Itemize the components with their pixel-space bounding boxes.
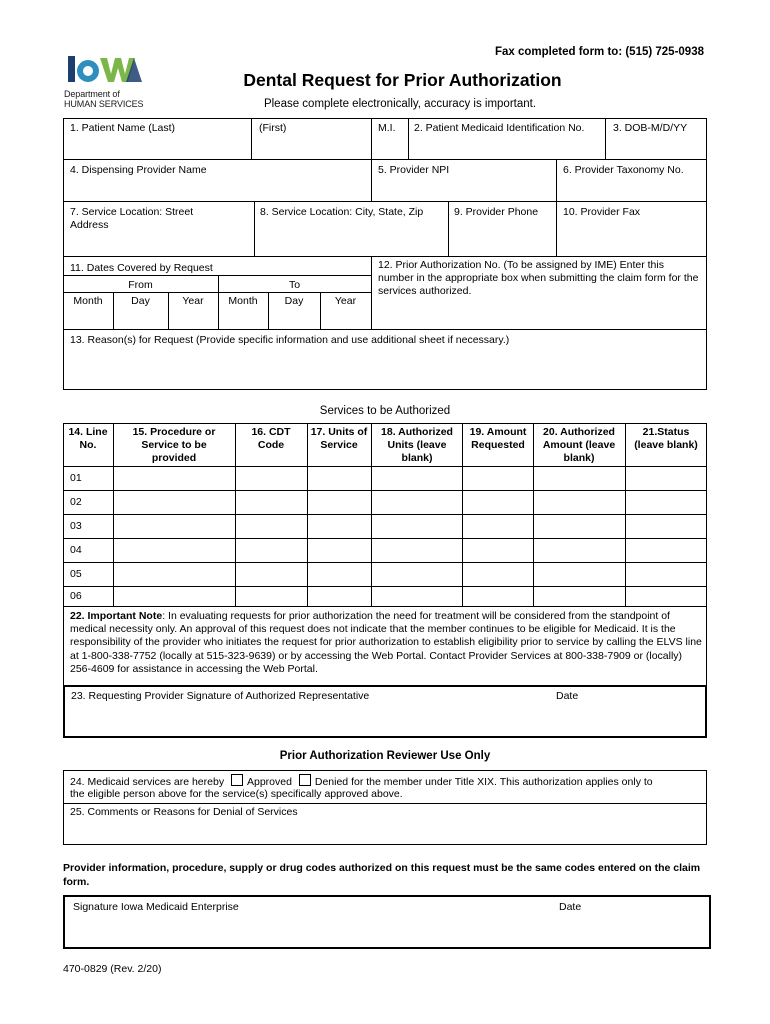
denied-checkbox[interactable] xyxy=(299,774,311,786)
to-month-label: Month xyxy=(228,295,258,307)
from-label: From xyxy=(128,279,153,291)
important-note-label: 22. Important Note xyxy=(70,610,163,622)
from-year-label: Year xyxy=(182,295,204,307)
from-day-label: Day xyxy=(131,295,150,307)
important-note-text: : In evaluating requests for prior authorization the need for treatment will be considered from the standpoint of medical necessity only. An approval of this request does not indicate that the member continues to be eligible for Medicaid. It is the responsibility of the provider who initiates the request for prior authorization to establish eligibility prior to service by calling the ELVS line at 1-800-338-7752 (locally at 515-323-9639) or by accessing the Web Portal. Contact Provider Services at 800-338-7909 or (locally) 256-4609 for assistance in accessing the Web Portal. xyxy=(70,610,702,675)
logo-line1: Department of xyxy=(64,89,120,99)
col-cdt-code: 16. CDT Code xyxy=(251,426,291,451)
services-heading: Services to be Authorized xyxy=(319,405,451,417)
fax-instruction: Fax completed form to: (515) 725-0938 xyxy=(495,46,704,58)
approved-checkbox[interactable] xyxy=(231,774,243,786)
to-year-label: Year xyxy=(334,295,357,307)
service-location-street-label-2: Address xyxy=(70,219,109,231)
provider-phone-label: 9. Provider Phone xyxy=(454,206,539,218)
provider-npi-label: 5. Provider NPI xyxy=(378,164,450,176)
medicaid-id-label: 2. Patient Medicaid Identification No. xyxy=(414,122,585,134)
table-row: 01 xyxy=(70,472,82,484)
provider-taxonomy-label: 6. Provider Taxonomy No. xyxy=(563,164,684,176)
dispensing-provider-label: 4. Dispensing Provider Name xyxy=(70,164,207,176)
table-row: 04 xyxy=(70,544,82,556)
col-authorized-units: 18. Authorized Units (leave blank) xyxy=(381,426,453,464)
denied-label: Denied for the member under Title XIX. This authorization applies only to xyxy=(314,776,653,788)
form-number: 470-0829 (Rev. 2/20) xyxy=(63,963,162,975)
logo-line2: HUMAN SERVICES xyxy=(64,99,144,109)
col-status: 21.Status (leave blank) xyxy=(634,426,698,451)
form-subtitle: Please complete electronically, accuracy is important. xyxy=(263,98,537,110)
service-location-street-label: 7. Service Location: Street xyxy=(70,206,194,218)
col-line-no: 14. Line No. xyxy=(68,426,108,451)
dates-covered-label: 11. Dates Covered by Request xyxy=(70,262,213,274)
from-month-label: Month xyxy=(73,295,103,307)
patient-last-name-label: 1. Patient Name (Last) xyxy=(70,122,176,134)
reasons-label: 13. Reason(s) for Request (Provide specific information and use additional sheet if necessary.) xyxy=(70,334,510,346)
ime-date-label: Date xyxy=(559,901,582,913)
requesting-date-label: Date xyxy=(556,690,579,702)
important-note xyxy=(70,610,702,676)
dob-label: 3. DOB-M/D/YY xyxy=(613,122,688,134)
ime-signature-box[interactable] xyxy=(63,895,711,949)
col-units: 17. Units of Service xyxy=(310,426,368,451)
codes-notice: Provider information, procedure, supply or drug codes authorized on this request must be the same codes entered on the claim form. xyxy=(63,862,701,888)
col-authorized-amount: 20. Authorized Amount (leave blank) xyxy=(542,426,616,464)
patient-first-name-label: (First) xyxy=(259,122,287,134)
to-label: To xyxy=(288,279,301,291)
comments-label: 25. Comments or Reasons for Denial of Services xyxy=(70,806,298,818)
requesting-signature-box[interactable] xyxy=(63,685,707,738)
table-row: 05 xyxy=(70,568,82,580)
prior-auth-number-label: 12. Prior Authorization No. (To be assigned by IME) Enter this number in the appropriate box when submitting the claim form for the services authorized. xyxy=(378,259,699,297)
ime-signature-label: Signature Iowa Medicaid Enterprise xyxy=(73,901,239,913)
medicaid-services-line xyxy=(70,774,702,789)
col-procedure: 15. Procedure or Service to be provided xyxy=(132,426,216,464)
table-row: 06 xyxy=(70,590,82,602)
table-row: 03 xyxy=(70,520,82,532)
col-amount-requested: 19. Amount Requested xyxy=(469,426,527,451)
medicaid-services-prefix: 24. Medicaid services are hereby xyxy=(70,776,225,788)
service-location-city-label: 8. Service Location: City, State, Zip xyxy=(260,206,424,218)
provider-fax-label: 10. Provider Fax xyxy=(563,206,641,218)
to-day-label: Day xyxy=(284,295,304,307)
requesting-signature-label: 23. Requesting Provider Signature of Authorized Representative xyxy=(71,690,370,702)
patient-mi-label: M.I. xyxy=(378,122,396,134)
form-title: Dental Request for Prior Authorization xyxy=(243,70,562,90)
table-row: 02 xyxy=(70,496,82,508)
medicaid-services-cont: the eligible person above for the service(s) specifically approved above. xyxy=(70,788,403,800)
approved-label: Approved xyxy=(247,776,292,788)
reviewer-heading: Prior Authorization Reviewer Use Only xyxy=(279,750,491,762)
